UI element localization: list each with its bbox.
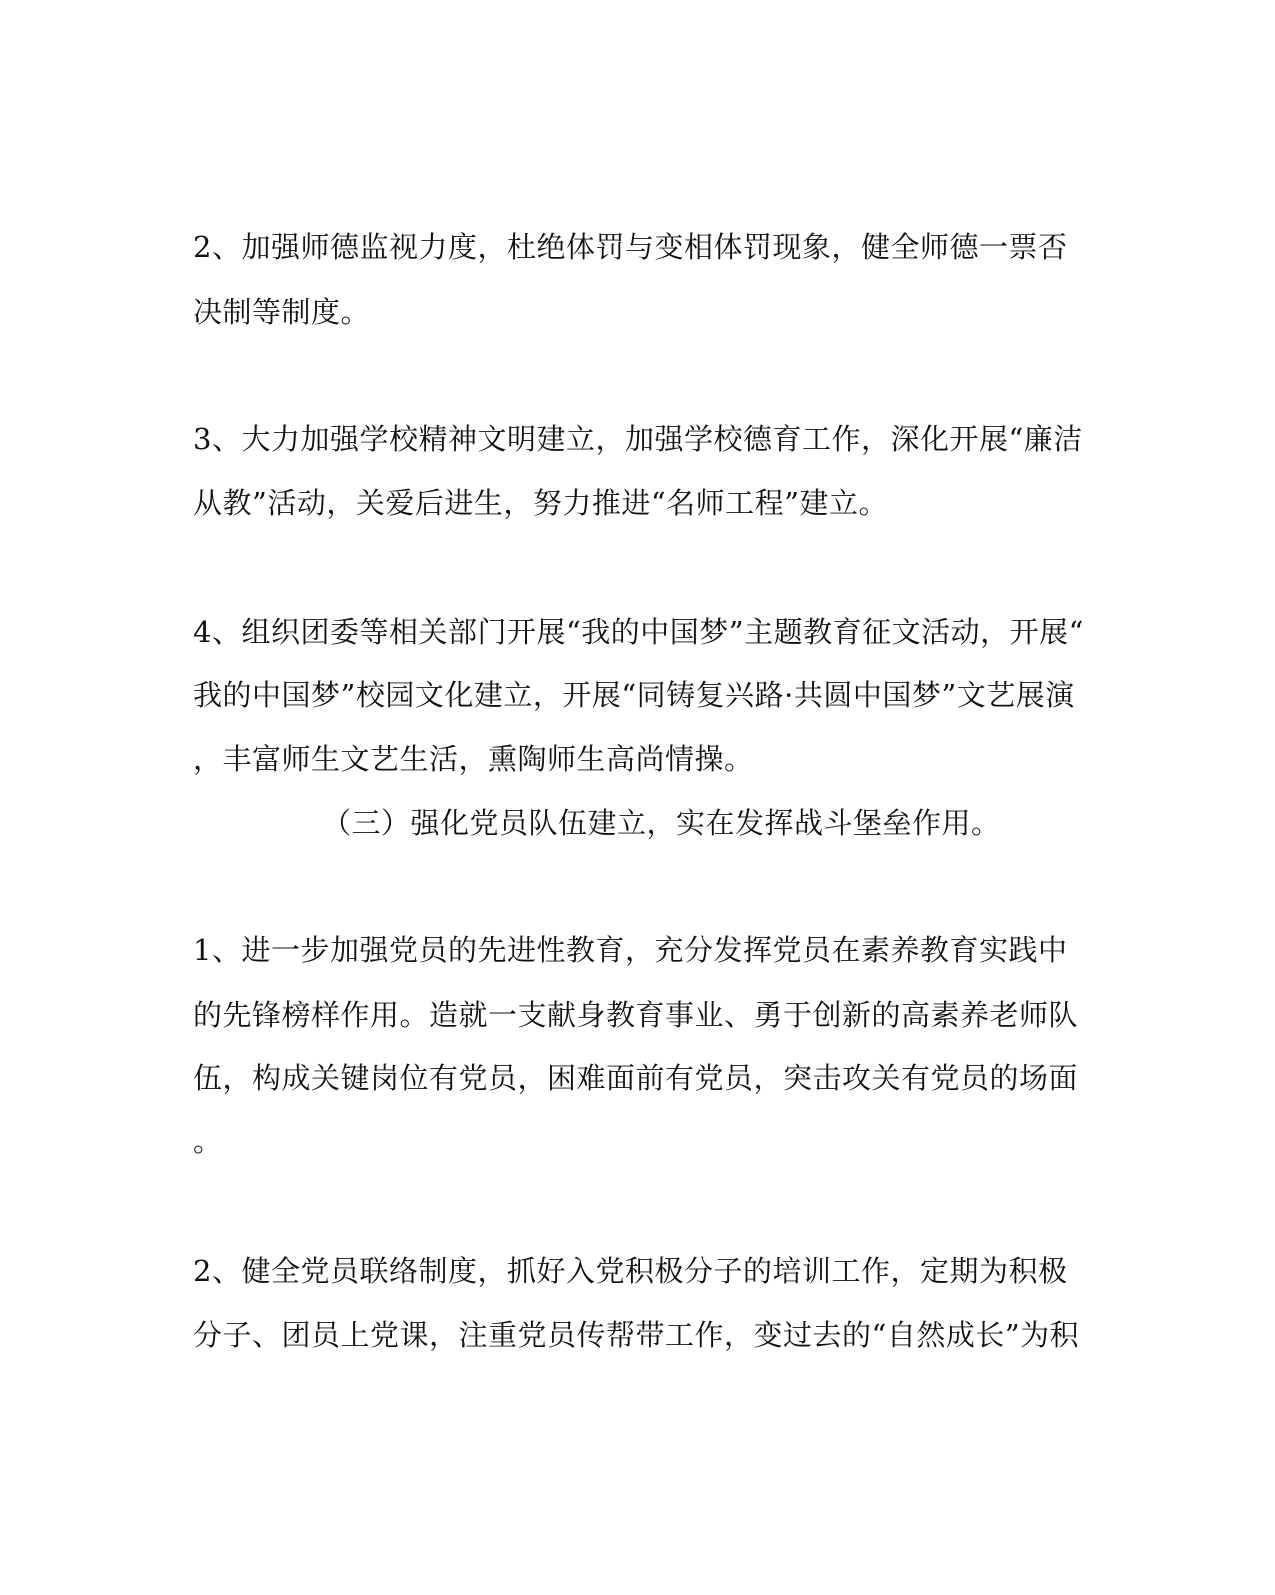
paragraph-3-line-1: 3、大力加强学校精神文明建立，加强学校德育工作，深化开展“廉洁: [193, 422, 1083, 456]
paragraph-1-line-2: 的先锋榜样作用。造就一支献身教育事业、勇于创新的高素养老师队: [193, 998, 1079, 1032]
paragraph-4-line-2: 我的中国梦”校园文化建立，开展“同铸复兴路·共圆中国梦”文艺展演: [193, 678, 1075, 712]
paragraph-1-line-4: 。: [193, 1124, 223, 1158]
paragraph-4-line-1: 4、组织团委等相关部门开展“我的中国梦”主题教育征文活动，开展“: [193, 615, 1084, 649]
paragraph-3-line-2: 从教”活动，关爱后进生，努力推进“名师工程”建立。: [193, 486, 888, 520]
paragraph-2-line-1: 2、加强师德监视力度，杜绝体罚与变相体罚现象，健全师德一票否: [193, 230, 1068, 264]
paragraph-4-line-3: ，丰富师生文艺生活，熏陶师生高尚情操。: [193, 742, 754, 776]
paragraph-2b-line-2: 分子、团员上党课，注重党员传帮带工作，变过去的“自然成长”为积: [193, 1318, 1080, 1352]
paragraph-1-line-3: 伍，构成关键岗位有党员，困难面前有党员，突击攻关有党员的场面: [193, 1061, 1079, 1095]
paragraph-2-line-2: 决制等制度。: [193, 295, 371, 329]
paragraph-2b-line-1: 2、健全党员联络制度，抓好入党积极分子的培训工作，定期为积极: [193, 1254, 1068, 1288]
paragraph-1-line-1: 1、进一步加强党员的先进性教育，充分发挥党员在素养教育实践中: [193, 933, 1068, 967]
section-heading: （三）强化党员队伍建立，实在发挥战斗堡垒作用。: [322, 806, 1001, 840]
